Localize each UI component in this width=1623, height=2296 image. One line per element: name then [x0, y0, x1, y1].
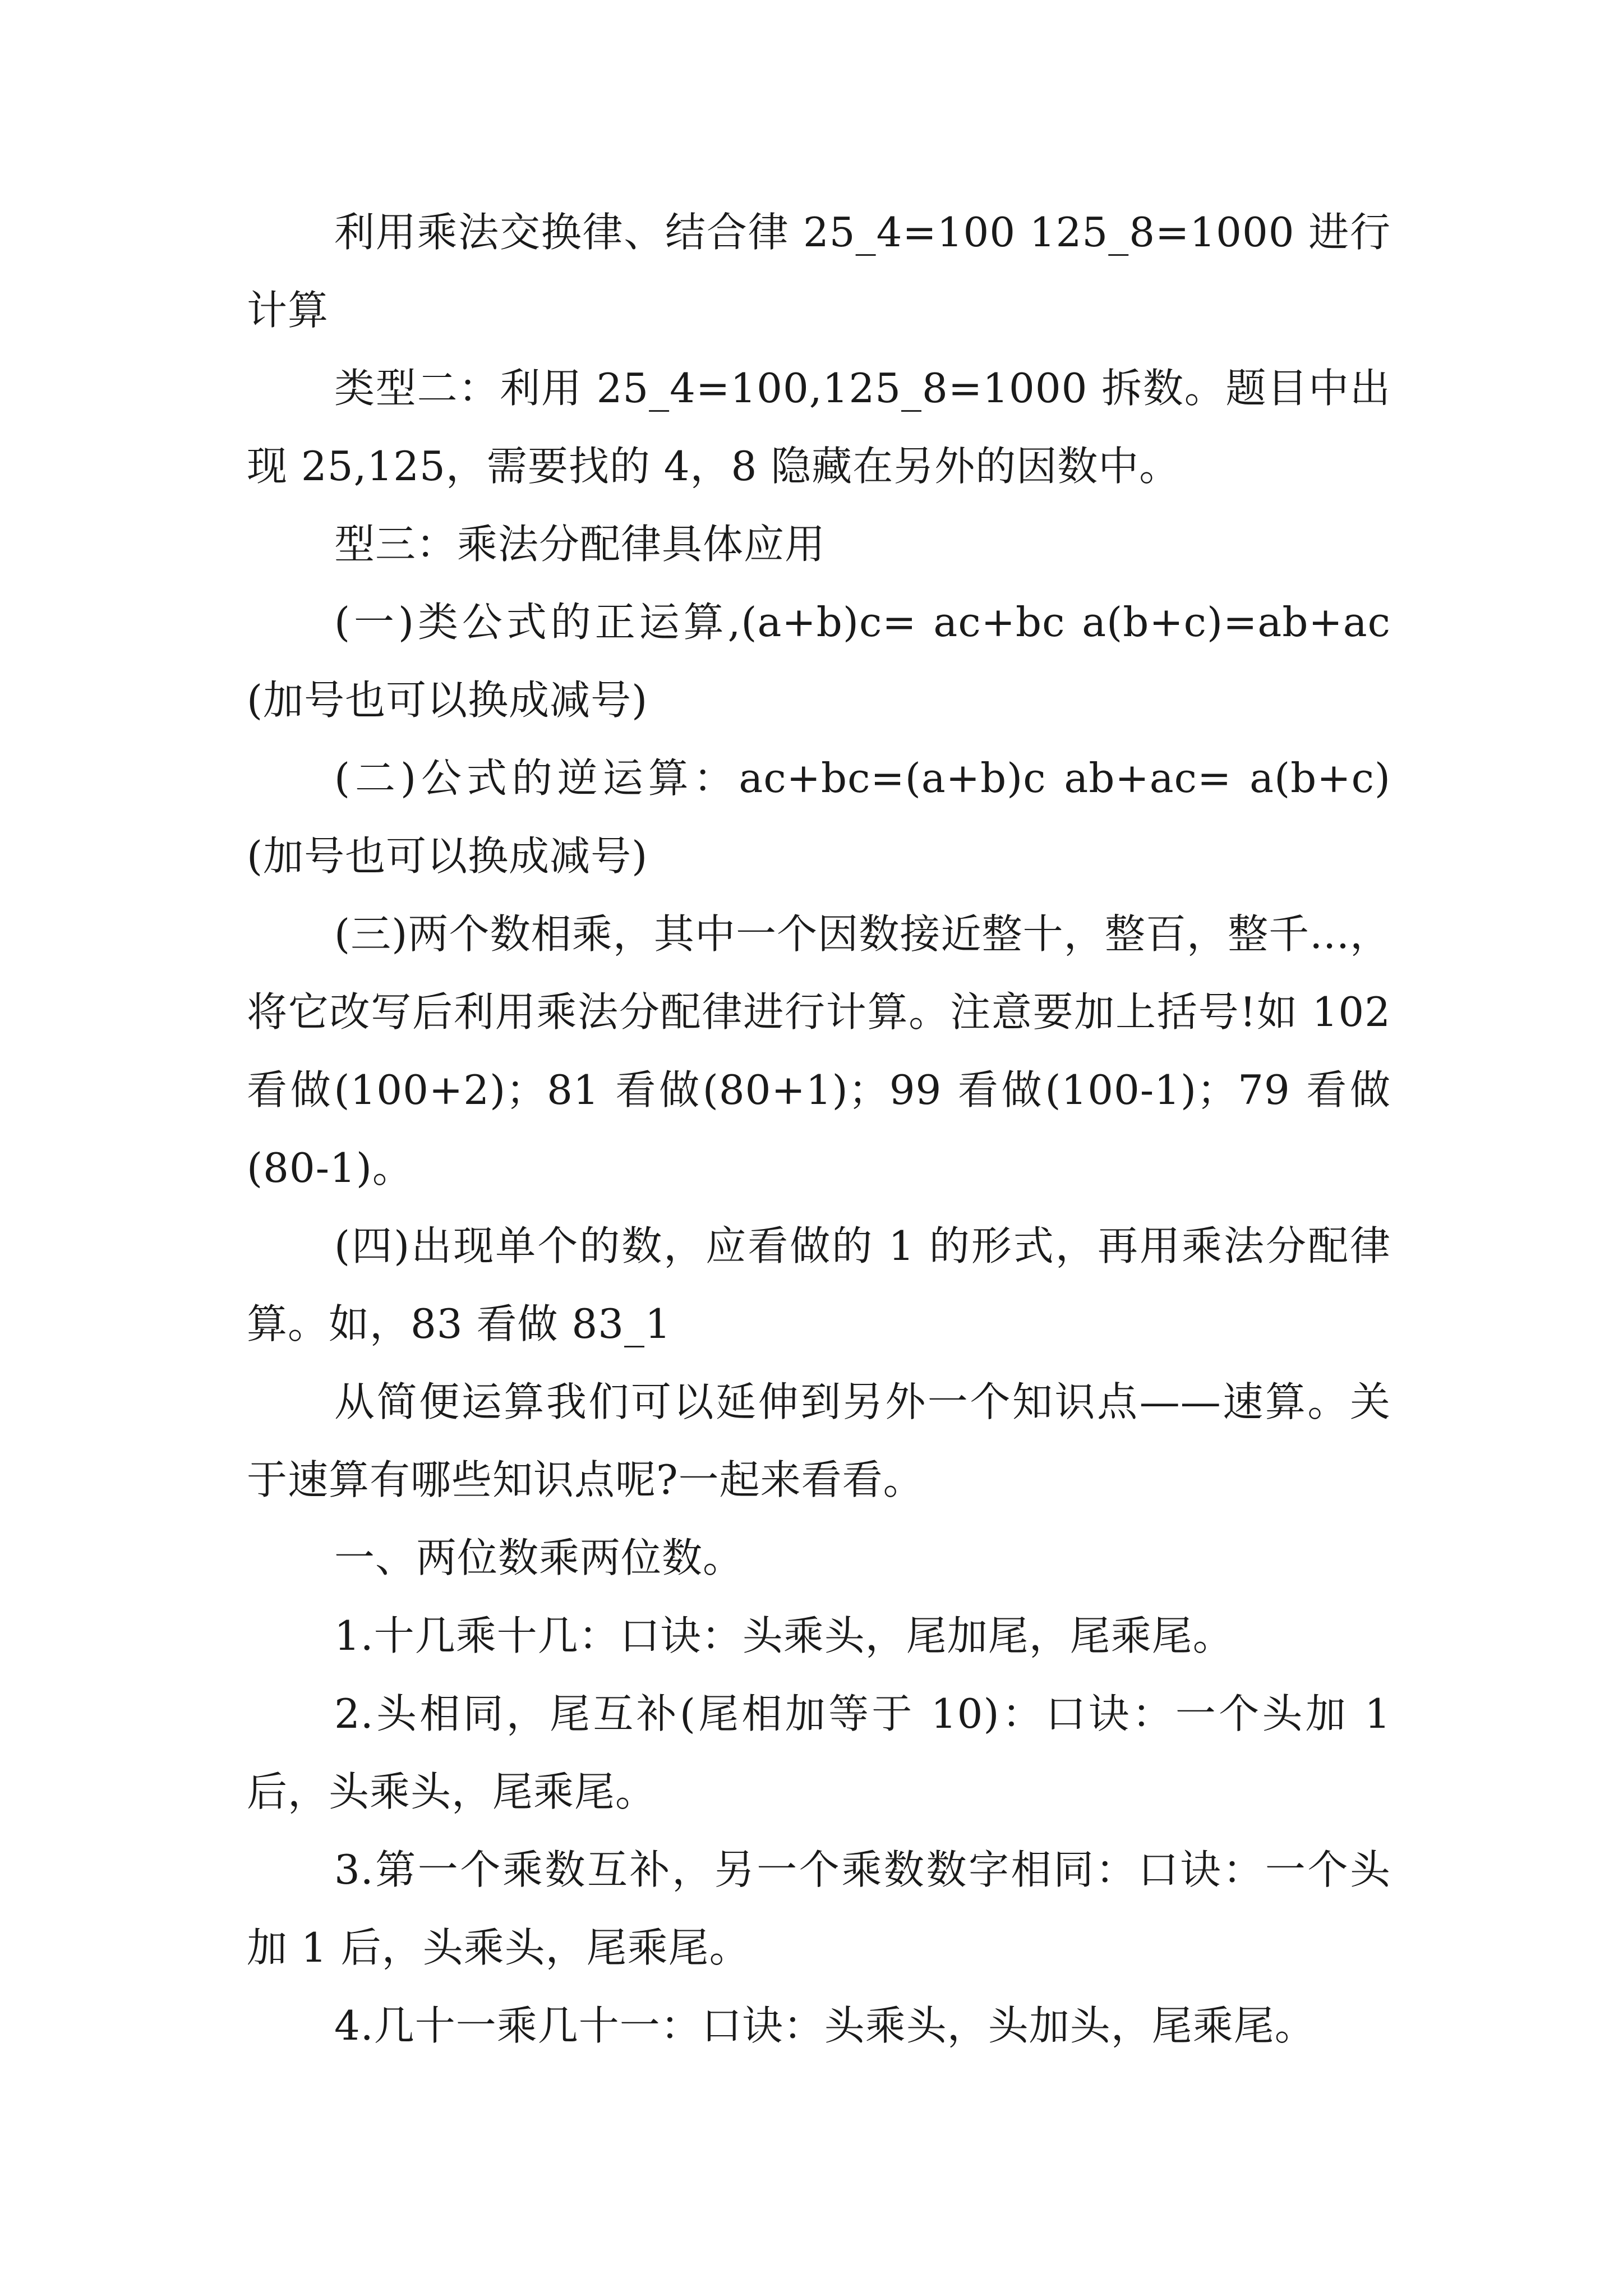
- paragraph-6: (三)两个数相乘，其中一个因数接近整十，整百，整千...，将它改写后利用乘法分配律进行计算。注意要加上括号!如 102 看做(100+2)；81 看做(80+1)；99 看做(100-1)；79 看做(80-1)。: [247, 910, 1391, 1191]
- paragraph-1: 利用乘法交换律、结合律 25_4=100 125_8=1000 进行计算: [247, 209, 1391, 334]
- paragraph-9: 一、两位数乘两位数。: [334, 1534, 744, 1581]
- paragraph-4: (一)类公式的正运算,(a+b)c= ac+bc a(b+c)=ab+ac(加号也可以换成减号): [247, 599, 1391, 724]
- paragraph-13: 4.几十一乘几十一：口诀：头乘头，头加头，尾乘尾。: [334, 2002, 1316, 2049]
- paragraph-5: (二)公式的逆运算：ac+bc=(a+b)c ab+ac= a(b+c) (加号也可以换成减号): [247, 754, 1391, 880]
- paragraph-10: 1.十几乘十几：口诀：头乘头，尾加尾，尾乘尾。: [334, 1612, 1234, 1659]
- paragraph-2: 类型二：利用 25_4=100,125_8=1000 拆数。题目中出现 25,125，需要找的 4，8 隐藏在另外的因数中。: [247, 365, 1391, 490]
- document-body: [247, 194, 1391, 2065]
- paragraph-12: 3.第一个乘数互补，另一个乘数数字相同：口诀：一个头加 1 后，头乘头，尾乘尾。: [247, 1846, 1391, 1971]
- paragraph-3: 型三：乘法分配律具体应用: [334, 521, 826, 568]
- paragraph-8: 从简便运算我们可以延伸到另外一个知识点——速算。关于速算有哪些知识点呢?一起来看看。: [247, 1378, 1391, 1503]
- paragraph-7: (四)出现单个的数，应看做的 1 的形式，再用乘法分配律算。如，83 看做 83_1: [247, 1222, 1391, 1347]
- paragraph-11: 2.头相同，尾互补(尾相加等于 10)：口诀：一个头加 1 后，头乘头，尾乘尾。: [247, 1690, 1391, 1815]
